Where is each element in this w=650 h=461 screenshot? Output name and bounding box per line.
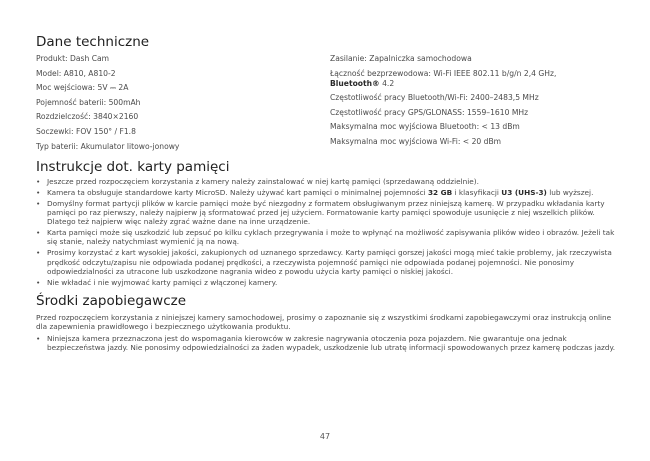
memory-card-list	[36, 177, 616, 287]
spec-model: Model: A810, A810-2	[36, 68, 116, 78]
specs-table	[36, 54, 616, 156]
spec-battery-capacity: Pojemność baterii: 500mAh	[36, 97, 141, 107]
specs-left-column	[36, 54, 330, 156]
list-item: • Nie wkładać i nie wyjmować karty pamięci z włączonej kamery.	[36, 278, 616, 287]
list-item: • Prosimy korzystać z kart wysokiej jakości, zakupionych od uznanego sprzedawcy. Karty pamięci gorszej jakości mogą mieć takie problemy, jak rzeczywista prędkość odczytu/zapisu nie odpowiada podanej prędkości, a rzeczywista pojemność pamięci nie odpowiada podanej pojemności. Nie ponosimy odpowiedzialności za utracone lub uszkodzone nagrania wideo z powodu użycia karty pamięci o niskiej jakości.	[36, 248, 616, 276]
page-number: 47	[319, 432, 331, 441]
list-item: • Jeszcze przed rozpoczęciem korzystania z kamery należy zainstalować w niej kartę pamięci (sprzedawaną oddzielnie).	[36, 177, 616, 186]
manual-page	[36, 34, 616, 354]
list-item	[36, 188, 616, 197]
spec-max-power-wifi: Maksymalna moc wyjściowa Wi-Fi: < 20 dBm	[330, 136, 502, 146]
spec-lens: Soczewki: FOV 150° / F1.8	[36, 126, 136, 136]
list-item: • Karta pamięci może się uszkodzić lub zepsuć po kilku cyklach przegrywania i może to wpłynąć na możliwość zapisywania plików wideo i obrazów. Jeżeli tak się stanie, należy natychmiast wymienić ją na nową.	[36, 228, 616, 247]
list-item: • Domyślny format partycji plików w karcie pamięci może być niezgodny z formatem obsługiwanym przez niniejszą kamerę. W przypadku wkładania karty pamięci po raz pierwszy, należy najpierw ją sformatować przed jej użyciem. Formatowanie karty pamięci spowoduje usunięcie z niej wszelkich plików. Dlatego też najpierw więc należy zgrać ważne dane na inne urządzenie.	[36, 199, 616, 227]
precautions-section	[36, 293, 616, 352]
spec-resolution: Rozdzielczość: 3840×2160	[36, 112, 139, 122]
spec-input-power: Moc wejściowa: 5V ⎓ 2A	[36, 83, 129, 93]
specs-heading: Dane techniczne	[36, 34, 150, 50]
spec-battery-type: Typ baterii: Akumulator litowo-jonowy	[36, 141, 180, 151]
specs-right-column	[330, 54, 616, 156]
spec-power-supply: Zasilanie: Zapalniczka samochodowa	[330, 54, 472, 63]
precautions-list	[36, 334, 616, 353]
spec-freq-gps: Częstotliwość pracy GPS/GLONASS: 1559–1610 MHz	[330, 107, 529, 117]
min-capacity-value: 32 GB	[427, 187, 453, 197]
precautions-heading: Środki zapobiegawcze	[36, 292, 187, 309]
spec-freq-bt-wifi: Częstotliwość pracy Bluetooth/Wi-Fi: 2400–2483,5 MHz	[330, 93, 539, 103]
memory-card-heading: Instrukcje dot. karty pamięci	[36, 159, 230, 176]
spec-max-power-bt: Maksymalna moc wyjściowa Bluetooth: < 13 dBm	[330, 122, 520, 132]
precautions-intro: Przed rozpoczęciem korzystania z niniejszej kamery samochodowej, prosimy o zapoznanie się z wszystkimi środkami zapobiegawczymi oraz instrukcją online dla zapewnienia prawidłowego i bezpiecznego użytkowania produktu.	[36, 312, 612, 332]
spec-wireless	[330, 69, 616, 89]
list-item: • Niniejsza kamera przeznaczona jest do wspomagania kierowców w zakresie nagrywania otoczenia poza pojazdem. Nie gwarantuje ona jednak bezpieczeństwa jazdy. Nie ponosimy odpowiedzialności za żaden wypadek, uszkodzenie lub utratę informacji spowodowanych przez kamerę podczas jazdy.	[36, 334, 616, 353]
list-item-text: lub wyższej.	[546, 187, 594, 197]
spec-wireless-bt-version: 4.2	[379, 78, 395, 88]
spec-wireless-text: Łączność bezprzewodowa: Wi-Fi IEEE 802.11 b/g/n 2,4 GHz,	[330, 68, 557, 78]
spec-wireless-bluetooth: Bluetooth®	[330, 78, 380, 88]
speed-class-value: U3 (UHS-3)	[501, 187, 547, 197]
memory-card-section	[36, 159, 616, 287]
list-item-text: Kamera ta obsługuje standardowe karty MicroSD. Należy używać kart pamięci o minimalnej pojemności	[47, 187, 428, 197]
list-item-text: i klasyfikacji	[452, 187, 502, 197]
spec-product: Produkt: Dash Cam	[36, 54, 110, 63]
